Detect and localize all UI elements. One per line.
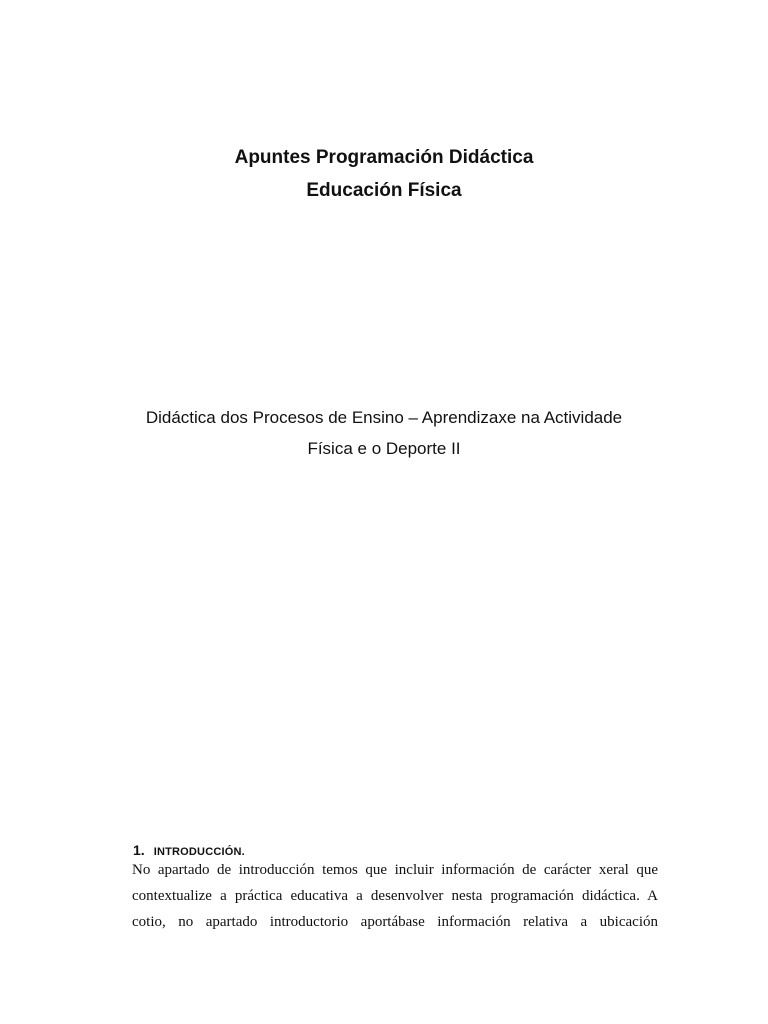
paragraph-line: contextualize a práctica educativa a desenvolver nesta programación didáctica. A bbox=[132, 888, 658, 904]
document-title-line-1: Apuntes Programación Didáctica bbox=[234, 147, 534, 168]
document-title-line-2: Educación Física bbox=[306, 180, 462, 201]
document-subtitle-line-2: Física e o Deporte II bbox=[307, 439, 461, 458]
document-subtitle-line-1: Didáctica dos Procesos de Ensino – Aprendizaxe na Actividade bbox=[145, 408, 623, 427]
paragraph-line: No apartado de introducción temos que incluir información de carácter xeral que bbox=[132, 862, 658, 878]
section-title: INTRODUCCIÓN. bbox=[153, 846, 245, 858]
section-number: 1. bbox=[133, 842, 145, 858]
section-paragraph bbox=[132, 857, 658, 935]
paragraph-line: cotio, no apartado introductorio aportábase información relativa a ubicación bbox=[132, 914, 658, 930]
